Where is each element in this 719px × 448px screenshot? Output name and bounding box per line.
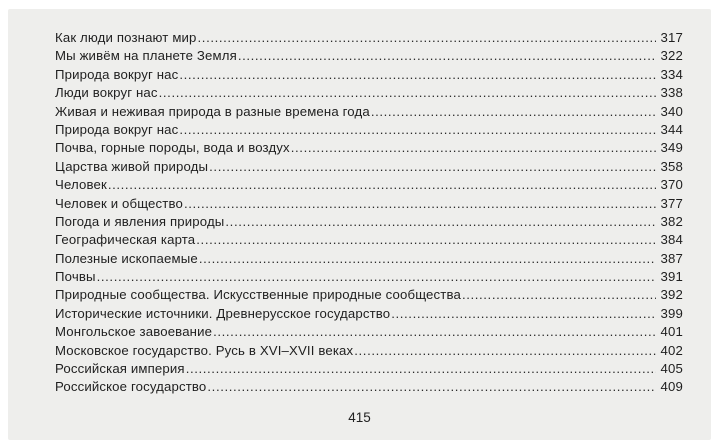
toc-entry-title: Царства живой природы bbox=[55, 158, 209, 174]
dot-leader bbox=[354, 342, 656, 360]
toc-entry-page: 338 bbox=[660, 85, 683, 101]
toc-entry bbox=[55, 29, 683, 47]
toc-entry-title: Человек bbox=[55, 177, 107, 193]
toc-entry bbox=[55, 360, 683, 378]
toc-entry-page: 401 bbox=[660, 324, 683, 340]
toc-entry bbox=[55, 158, 683, 176]
toc-entry bbox=[55, 268, 683, 286]
dot-leader bbox=[225, 213, 656, 231]
toc-entry bbox=[55, 286, 683, 304]
dot-leader bbox=[179, 66, 656, 84]
toc-entry-title: Московское государство. Русь в XVI–XVII веках bbox=[55, 342, 354, 358]
toc-entry-page: 391 bbox=[660, 269, 683, 285]
toc-entry bbox=[55, 213, 683, 231]
toc-entry bbox=[55, 195, 683, 213]
dot-leader bbox=[207, 378, 656, 396]
toc-entry bbox=[55, 66, 683, 84]
toc-entry-page: 382 bbox=[660, 213, 683, 229]
toc-entry-title: Почвы bbox=[55, 269, 96, 285]
toc-entry-title: Полезные ископаемые bbox=[55, 250, 198, 266]
toc-entry bbox=[55, 231, 683, 249]
dot-leader bbox=[108, 176, 656, 194]
book-page bbox=[8, 9, 711, 440]
dot-leader bbox=[209, 158, 656, 176]
table-of-contents bbox=[55, 29, 683, 397]
toc-entry-title: Российская империя bbox=[55, 361, 185, 377]
toc-entry bbox=[55, 84, 683, 102]
toc-entry bbox=[55, 47, 683, 65]
toc-entry-page: 402 bbox=[660, 342, 683, 358]
toc-entry-page: 344 bbox=[660, 121, 683, 137]
toc-entry-page: 317 bbox=[660, 30, 683, 45]
dot-leader bbox=[238, 47, 656, 65]
toc-entry-title: Российское государство bbox=[55, 379, 207, 395]
toc-entry-title: Погода и явления природы bbox=[55, 213, 225, 229]
dot-leader bbox=[159, 84, 656, 102]
dot-leader bbox=[179, 121, 656, 139]
dot-leader bbox=[291, 139, 656, 157]
toc-entry bbox=[55, 121, 683, 139]
toc-entry bbox=[55, 305, 683, 323]
toc-entry-page: 387 bbox=[660, 250, 683, 266]
toc-entry-page: 405 bbox=[660, 361, 683, 377]
toc-entry-page: 322 bbox=[660, 48, 683, 64]
toc-entry-page: 399 bbox=[660, 305, 683, 321]
dot-leader bbox=[391, 305, 656, 323]
toc-entry bbox=[55, 176, 683, 194]
page-number: 415 bbox=[348, 410, 371, 425]
toc-entry bbox=[55, 378, 683, 396]
dot-leader bbox=[199, 250, 656, 268]
toc-entry-page: 409 bbox=[660, 379, 683, 395]
toc-entry bbox=[55, 342, 683, 360]
toc-entry-page: 370 bbox=[660, 177, 683, 193]
toc-entry-title: Живая и неживая природа в разные времена года bbox=[55, 103, 370, 119]
toc-entry-title: Географическая карта bbox=[55, 232, 196, 248]
toc-entry-title: Природа вокруг нас bbox=[55, 121, 179, 137]
toc-entry-page: 384 bbox=[660, 232, 683, 248]
toc-entry bbox=[55, 250, 683, 268]
dot-leader bbox=[198, 29, 656, 47]
toc-entry-page: 377 bbox=[660, 195, 683, 211]
dot-leader bbox=[462, 286, 656, 304]
dot-leader bbox=[186, 360, 656, 378]
toc-entry-page: 358 bbox=[660, 158, 683, 174]
toc-entry-page: 392 bbox=[660, 287, 683, 303]
dot-leader bbox=[196, 231, 656, 249]
toc-entry-title: Люди вокруг нас bbox=[55, 85, 158, 101]
toc-entry-page: 340 bbox=[660, 103, 683, 119]
toc-entry-title: Природные сообщества. Искусственные природные сообщества bbox=[55, 287, 461, 303]
toc-entry bbox=[55, 139, 683, 157]
toc-entry bbox=[55, 103, 683, 121]
toc-entry bbox=[55, 323, 683, 341]
toc-entry-title: Почва, горные породы, вода и воздух bbox=[55, 140, 290, 156]
toc-entry-page: 349 bbox=[660, 140, 683, 156]
toc-entry-title: Человек и общество bbox=[55, 195, 183, 211]
dot-leader bbox=[213, 323, 656, 341]
toc-entry-title: Исторические источники. Древнерусское государство bbox=[55, 305, 391, 321]
toc-entry-page: 334 bbox=[660, 66, 683, 82]
dot-leader bbox=[97, 268, 656, 286]
toc-entry-title: Природа вокруг нас bbox=[55, 66, 179, 82]
toc-entry-title: Мы живём на планете Земля bbox=[55, 48, 237, 64]
toc-entry-title: Как люди познают мир bbox=[55, 30, 197, 45]
toc-entry-title: Монгольское завоевание bbox=[55, 324, 213, 340]
dot-leader bbox=[371, 103, 656, 121]
dot-leader bbox=[184, 195, 656, 213]
